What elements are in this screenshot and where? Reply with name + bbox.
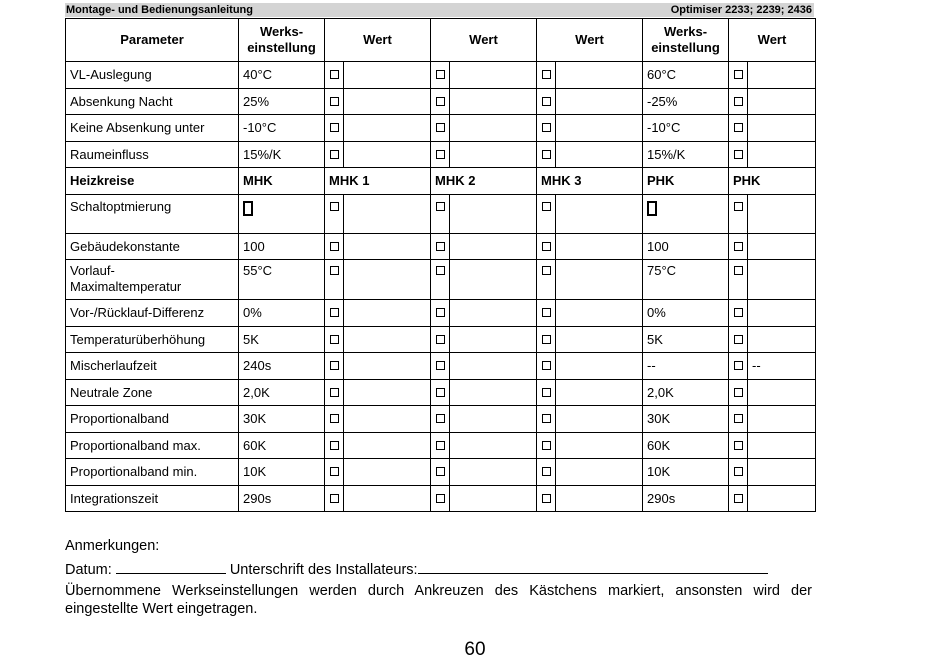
heizkreise-label: Heizkreise — [66, 168, 239, 195]
werks2-value: -10°C — [643, 115, 729, 142]
wert-input[interactable] — [450, 406, 537, 433]
table-row — [66, 353, 816, 380]
checkbox[interactable] — [542, 308, 551, 317]
col-parameter: Parameter — [66, 19, 239, 62]
wert-input[interactable] — [344, 379, 431, 406]
checkbox[interactable] — [330, 123, 339, 132]
checkbox[interactable] — [734, 361, 743, 370]
wert-input[interactable] — [556, 326, 643, 353]
werks-value: 25% — [239, 88, 325, 115]
checkbox[interactable] — [330, 70, 339, 79]
werks2-value: 5K — [643, 326, 729, 353]
checkbox[interactable] — [542, 97, 551, 106]
table-row — [66, 260, 816, 300]
werks2-value: 2,0K — [643, 379, 729, 406]
heizkreis-phk: PHK — [643, 168, 729, 195]
checkbox[interactable] — [436, 467, 445, 476]
checkbox[interactable] — [542, 266, 551, 275]
checkbox[interactable] — [542, 202, 551, 211]
werks-value: 100 — [239, 233, 325, 260]
table-row — [66, 432, 816, 459]
werks-value: 240s — [239, 353, 325, 380]
checkbox[interactable] — [734, 150, 743, 159]
checkbox[interactable] — [734, 266, 743, 275]
wert-input[interactable] — [450, 141, 537, 168]
wert-input[interactable] — [344, 326, 431, 353]
wert-input[interactable] — [556, 233, 643, 260]
checkbox[interactable] — [734, 202, 743, 211]
checkbox[interactable] — [542, 414, 551, 423]
unterschrift-field[interactable] — [418, 559, 768, 574]
table-row — [66, 194, 816, 233]
wert-input[interactable] — [556, 459, 643, 486]
wert-input[interactable]: -- — [748, 353, 816, 380]
werks2-value: 60°C — [643, 62, 729, 89]
instructions-text: Übernommene Werkseinstellungen werden durch Ankreuzen des Kästchens markiert, ansonsten wird der eingestellte Wert eingetragen. — [65, 583, 812, 617]
checkbox[interactable] — [542, 494, 551, 503]
checkbox[interactable] — [330, 441, 339, 450]
werks-value: 2,0K — [239, 379, 325, 406]
wert-input[interactable] — [556, 353, 643, 380]
wert-input[interactable] — [450, 233, 537, 260]
checkbox[interactable] — [436, 388, 445, 397]
header-model: Optimiser 2233; 2239; 2436 — [670, 4, 812, 16]
param-label: Gebäudekonstante — [66, 233, 239, 260]
checkbox[interactable] — [542, 388, 551, 397]
wert-input[interactable] — [748, 233, 816, 260]
checkbox[interactable] — [330, 494, 339, 503]
checkbox[interactable] — [436, 266, 445, 275]
checkbox[interactable] — [542, 467, 551, 476]
param-label: Mischerlaufzeit — [66, 353, 239, 380]
werks-value: 55°C — [239, 260, 325, 300]
wert-input[interactable] — [344, 194, 431, 233]
wert-input[interactable] — [556, 406, 643, 433]
heizkreis-mhk2: MHK 2 — [431, 168, 537, 195]
param-label: Schaltoptmierung — [66, 194, 239, 233]
wert-input[interactable] — [748, 260, 816, 300]
checkbox[interactable] — [436, 361, 445, 370]
param-label: Absenkung Nacht — [66, 88, 239, 115]
checkbox[interactable] — [330, 150, 339, 159]
heizkreis-phk-2: PHK — [729, 168, 816, 195]
wert-input[interactable] — [344, 62, 431, 89]
checkbox[interactable] — [647, 201, 657, 216]
checkbox[interactable] — [542, 70, 551, 79]
heizkreis-mhk3: MHK 3 — [537, 168, 643, 195]
checkbox[interactable] — [542, 242, 551, 251]
table-row — [66, 300, 816, 327]
werks-value: 290s — [239, 485, 325, 512]
wert-input[interactable] — [450, 379, 537, 406]
wert-input[interactable] — [344, 141, 431, 168]
datum-label: Datum: — [65, 562, 112, 578]
checkbox[interactable] — [330, 388, 339, 397]
checkbox[interactable] — [330, 414, 339, 423]
werks-value: 40°C — [239, 62, 325, 89]
wert-input[interactable] — [556, 115, 643, 142]
param-label: Raumeinfluss — [66, 141, 239, 168]
anmerkungen-label: Anmerkungen: — [65, 538, 160, 554]
checkbox[interactable] — [436, 335, 445, 344]
col-werkseinstellung-1: Werks- einstellung — [239, 19, 325, 62]
wert-input[interactable] — [748, 406, 816, 433]
table-row — [66, 141, 816, 168]
checkbox[interactable] — [542, 150, 551, 159]
table-row — [66, 88, 816, 115]
checkbox[interactable] — [542, 123, 551, 132]
checkbox[interactable] — [734, 388, 743, 397]
checkbox[interactable] — [542, 335, 551, 344]
wert-input[interactable] — [450, 300, 537, 327]
werks-value: 15%/K — [239, 141, 325, 168]
wert-input[interactable] — [344, 115, 431, 142]
wert-input[interactable] — [344, 353, 431, 380]
param-label: Proportionalband — [66, 406, 239, 433]
checkbox[interactable] — [436, 308, 445, 317]
table-row — [66, 62, 816, 89]
checkbox[interactable] — [330, 308, 339, 317]
checkbox[interactable] — [330, 467, 339, 476]
wert-input[interactable] — [450, 459, 537, 486]
checkbox[interactable] — [542, 441, 551, 450]
checkbox[interactable] — [734, 494, 743, 503]
wert-input[interactable] — [344, 260, 431, 300]
col-wert-4: Wert — [729, 19, 816, 62]
heizkreise-row — [66, 168, 816, 195]
werks2-value: 30K — [643, 406, 729, 433]
wert-input[interactable] — [450, 326, 537, 353]
checkbox[interactable] — [330, 242, 339, 251]
wert-input[interactable] — [556, 62, 643, 89]
wert-input[interactable] — [556, 88, 643, 115]
param-label: Integrationszeit — [66, 485, 239, 512]
werks2-value: 15%/K — [643, 141, 729, 168]
wert-input[interactable] — [556, 300, 643, 327]
checkbox[interactable] — [330, 361, 339, 370]
unterschrift-label: Unterschrift des Installateurs: — [229, 562, 418, 578]
wert-input[interactable] — [556, 260, 643, 300]
werks2-value: 0% — [643, 300, 729, 327]
page-header — [65, 3, 814, 17]
param-label: VL-Auslegung — [66, 62, 239, 89]
wert-input[interactable] — [450, 260, 537, 300]
wert-input[interactable] — [748, 485, 816, 512]
col-werkseinstellung-2: Werks- einstellung — [643, 19, 729, 62]
table-row — [66, 326, 816, 353]
checkbox[interactable] — [436, 97, 445, 106]
table-row — [66, 459, 816, 486]
wert-input[interactable] — [748, 379, 816, 406]
checkbox[interactable] — [330, 335, 339, 344]
checkbox[interactable] — [542, 361, 551, 370]
wert-input[interactable] — [344, 406, 431, 433]
wert-input[interactable] — [748, 115, 816, 142]
wert-input[interactable] — [344, 485, 431, 512]
wert-input[interactable] — [748, 459, 816, 486]
heizkreis-mhk: MHK — [239, 168, 325, 195]
werks-value: 30K — [239, 406, 325, 433]
wert-input[interactable] — [344, 300, 431, 327]
header-title: Montage- und Bedienungsanleitung — [66, 4, 253, 16]
settings-table — [65, 18, 816, 512]
checkbox[interactable] — [330, 266, 339, 275]
wert-input[interactable] — [556, 432, 643, 459]
werks-value: 0% — [239, 300, 325, 327]
col-wert-1: Wert — [325, 19, 431, 62]
wert-input[interactable] — [748, 432, 816, 459]
werks2-value: 10K — [643, 459, 729, 486]
checkbox[interactable] — [436, 202, 445, 211]
wert-input[interactable] — [344, 432, 431, 459]
checkbox[interactable] — [734, 308, 743, 317]
checkbox[interactable] — [734, 242, 743, 251]
wert-input[interactable] — [748, 62, 816, 89]
param-label: Proportionalband max. — [66, 432, 239, 459]
table-row — [66, 379, 816, 406]
wert-input[interactable] — [450, 62, 537, 89]
wert-input[interactable] — [748, 326, 816, 353]
param-label: Neutrale Zone — [66, 379, 239, 406]
wert-input[interactable] — [556, 141, 643, 168]
checkbox[interactable] — [734, 467, 743, 476]
checkbox[interactable] — [734, 335, 743, 344]
wert-input[interactable] — [344, 233, 431, 260]
page-number: 60 — [464, 639, 486, 660]
table-header-row — [66, 19, 816, 62]
werks-value: -10°C — [239, 115, 325, 142]
table-row — [66, 233, 816, 260]
table-row — [66, 485, 816, 512]
wert-input[interactable] — [344, 459, 431, 486]
checkbox[interactable] — [436, 414, 445, 423]
checkbox[interactable] — [734, 97, 743, 106]
werks2-value: -- — [643, 353, 729, 380]
table-row — [66, 406, 816, 433]
checkbox[interactable] — [436, 123, 445, 132]
checkbox[interactable] — [330, 97, 339, 106]
wert-input[interactable] — [556, 194, 643, 233]
param-label: Vor-/Rücklauf-Differenz — [66, 300, 239, 327]
checkbox[interactable] — [734, 70, 743, 79]
table-row — [66, 115, 816, 142]
wert-input[interactable] — [556, 379, 643, 406]
werks-value: 5K — [239, 326, 325, 353]
datum-field[interactable] — [116, 559, 226, 574]
checkbox[interactable] — [436, 150, 445, 159]
checkbox[interactable] — [734, 441, 743, 450]
werks2-value: -25% — [643, 88, 729, 115]
param-label: Keine Absenkung unter — [66, 115, 239, 142]
wert-input[interactable] — [450, 485, 537, 512]
werks-value: 60K — [239, 432, 325, 459]
werks2-value: 290s — [643, 485, 729, 512]
wert-input[interactable] — [748, 194, 816, 233]
wert-input[interactable] — [450, 88, 537, 115]
wert-input[interactable] — [450, 432, 537, 459]
checkbox[interactable] — [243, 201, 253, 216]
wert-input[interactable] — [344, 88, 431, 115]
param-label: Temperaturüberhöhung — [66, 326, 239, 353]
heizkreis-mhk1: MHK 1 — [325, 168, 431, 195]
param-label: Proportionalband min. — [66, 459, 239, 486]
werks2-value: 100 — [643, 233, 729, 260]
wert-input[interactable] — [450, 353, 537, 380]
checkbox[interactable] — [734, 123, 743, 132]
param-label: Vorlauf- Maximaltemperatur — [66, 260, 239, 300]
wert-input[interactable] — [748, 300, 816, 327]
signature-line — [65, 559, 812, 579]
checkbox[interactable] — [436, 441, 445, 450]
wert-input[interactable] — [748, 88, 816, 115]
wert-input[interactable] — [450, 115, 537, 142]
col-wert-3: Wert — [537, 19, 643, 62]
werks2-value: 60K — [643, 432, 729, 459]
werks-value: 10K — [239, 459, 325, 486]
wert-input[interactable] — [450, 194, 537, 233]
checkbox[interactable] — [436, 242, 445, 251]
wert-input[interactable] — [748, 141, 816, 168]
col-wert-2: Wert — [431, 19, 537, 62]
wert-input[interactable] — [556, 485, 643, 512]
checkbox[interactable] — [436, 70, 445, 79]
checkbox[interactable] — [330, 202, 339, 211]
checkbox[interactable] — [734, 414, 743, 423]
werks2-value: 75°C — [643, 260, 729, 300]
checkbox[interactable] — [436, 494, 445, 503]
